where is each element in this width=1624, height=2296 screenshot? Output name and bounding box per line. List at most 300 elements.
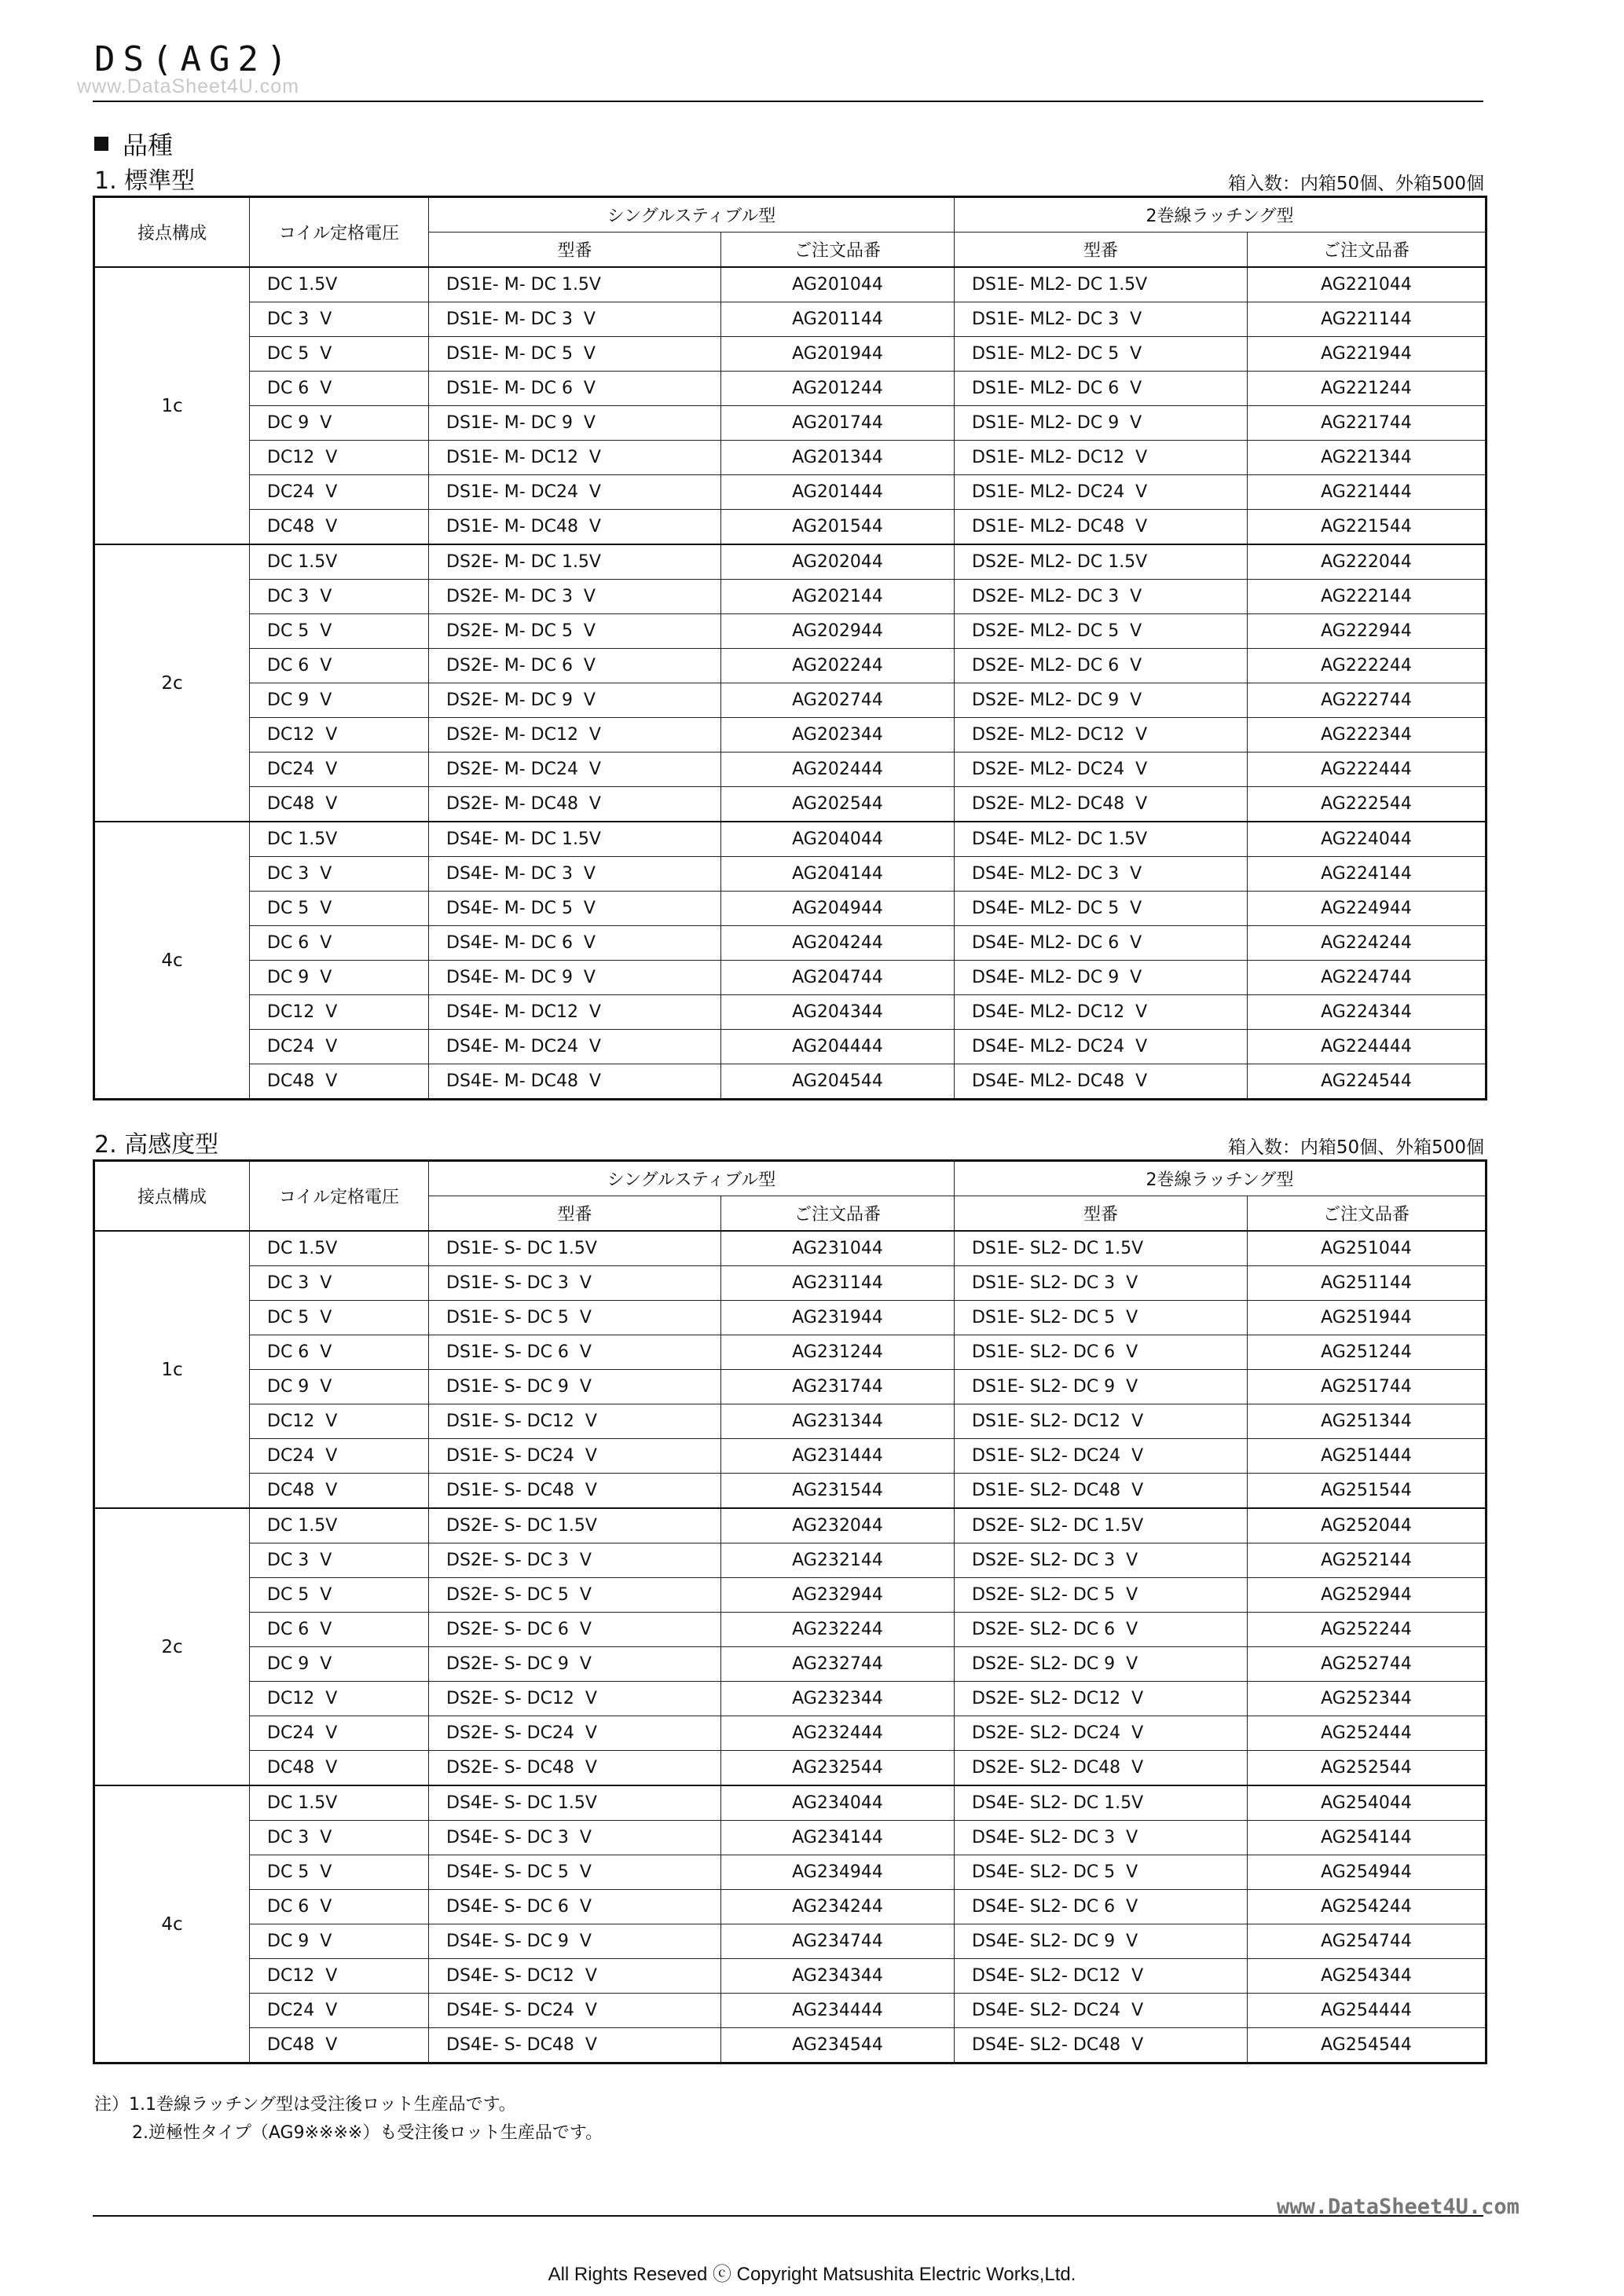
model-single-cell: DS1E- S- DC24 V xyxy=(429,1439,721,1474)
model-latching-cell: DS2E- ML2- DC 1.5V xyxy=(955,544,1248,580)
order-single-cell: AG234744 xyxy=(721,1924,955,1959)
order-single-cell: AG202444 xyxy=(721,753,955,787)
order-latching-cell: AG224144 xyxy=(1248,857,1487,892)
order-latching-cell: AG221544 xyxy=(1248,510,1487,545)
order-single-cell: AG231244 xyxy=(721,1335,955,1370)
header-order-single: ご注文品番 xyxy=(721,1196,955,1232)
table-row xyxy=(94,1821,1487,1855)
high-sensitivity-type-table xyxy=(93,1159,1487,2064)
table-row xyxy=(94,580,1487,614)
voltage-cell: DC 6 V xyxy=(250,372,429,406)
table-row xyxy=(94,1855,1487,1890)
model-single-cell: DS2E- S- DC 1.5V xyxy=(429,1508,721,1543)
model-latching-cell: DS1E- SL2- DC48 V xyxy=(955,1474,1248,1509)
order-latching-cell: AG221244 xyxy=(1248,372,1487,406)
voltage-cell: DC12 V xyxy=(250,441,429,475)
model-latching-cell: DS1E- SL2- DC12 V xyxy=(955,1404,1248,1439)
order-single-cell: AG204244 xyxy=(721,926,955,961)
order-latching-cell: AG222444 xyxy=(1248,753,1487,787)
order-single-cell: AG232944 xyxy=(721,1578,955,1613)
order-latching-cell: AG252344 xyxy=(1248,1682,1487,1716)
table-row xyxy=(94,2028,1487,2063)
table-row xyxy=(94,1751,1487,1786)
model-single-cell: DS4E- M- DC 5 V xyxy=(429,892,721,926)
order-latching-cell: AG254244 xyxy=(1248,1890,1487,1924)
model-latching-cell: DS4E- SL2- DC 5 V xyxy=(955,1855,1248,1890)
table1-quantity-note: 箱入数：内箱50個、外箱500個 xyxy=(1227,174,1484,194)
model-latching-cell: DS2E- SL2- DC24 V xyxy=(955,1716,1248,1751)
order-latching-cell: AG221344 xyxy=(1248,441,1487,475)
table-row xyxy=(94,892,1487,926)
order-single-cell: AG232344 xyxy=(721,1682,955,1716)
model-single-cell: DS1E- S- DC 6 V xyxy=(429,1335,721,1370)
voltage-cell: DC24 V xyxy=(250,753,429,787)
order-latching-cell: AG254944 xyxy=(1248,1855,1487,1890)
watermark-bottom[interactable]: www.DataSheet4U.com xyxy=(1277,2195,1520,2219)
header-contact: 接点構成 xyxy=(94,197,250,268)
voltage-cell: DC 1.5V xyxy=(250,1508,429,1543)
table1-subtitle: 1. 標準型 xyxy=(94,167,196,195)
table2-subtitle: 2. 高感度型 xyxy=(94,1131,219,1159)
contact-cell: 2c xyxy=(94,544,250,822)
voltage-cell: DC48 V xyxy=(250,510,429,545)
model-latching-cell: DS1E- SL2- DC 9 V xyxy=(955,1370,1248,1404)
table-row xyxy=(94,1959,1487,1994)
model-single-cell: DS2E- S- DC 3 V xyxy=(429,1543,721,1578)
model-latching-cell: DS4E- SL2- DC 1.5V xyxy=(955,1785,1248,1821)
order-latching-cell: AG251444 xyxy=(1248,1439,1487,1474)
order-single-cell: AG234444 xyxy=(721,1994,955,2028)
table-row xyxy=(94,1439,1487,1474)
watermark-top[interactable]: www.DataSheet4U.com xyxy=(77,75,300,97)
model-latching-cell: DS4E- SL2- DC12 V xyxy=(955,1959,1248,1994)
table-row xyxy=(94,302,1487,337)
order-latching-cell: AG252544 xyxy=(1248,1751,1487,1786)
order-single-cell: AG201244 xyxy=(721,372,955,406)
table-row xyxy=(94,544,1487,580)
order-single-cell: AG202044 xyxy=(721,544,955,580)
notes xyxy=(94,2091,603,2148)
order-single-cell: AG234544 xyxy=(721,2028,955,2063)
model-single-cell: DS2E- S- DC12 V xyxy=(429,1682,721,1716)
model-latching-cell: DS4E- ML2- DC 9 V xyxy=(955,961,1248,995)
order-latching-cell: AG221444 xyxy=(1248,475,1487,510)
voltage-cell: DC 5 V xyxy=(250,1578,429,1613)
order-latching-cell: AG252244 xyxy=(1248,1613,1487,1647)
table-row xyxy=(94,614,1487,649)
order-latching-cell: AG251244 xyxy=(1248,1335,1487,1370)
contact-cell: 2c xyxy=(94,1508,250,1785)
header-latching: 2巻線ラッチング型 xyxy=(955,197,1487,233)
order-latching-cell: AG222244 xyxy=(1248,649,1487,683)
model-latching-cell: DS1E- ML2- DC 3 V xyxy=(955,302,1248,337)
voltage-cell: DC48 V xyxy=(250,1064,429,1100)
table-row xyxy=(94,718,1487,753)
order-latching-cell: AG224544 xyxy=(1248,1064,1487,1100)
table-row xyxy=(94,995,1487,1030)
table-row xyxy=(94,787,1487,822)
model-latching-cell: DS1E- ML2- DC48 V xyxy=(955,510,1248,545)
model-single-cell: DS2E- S- DC 6 V xyxy=(429,1613,721,1647)
model-latching-cell: DS4E- SL2- DC 6 V xyxy=(955,1890,1248,1924)
table-row xyxy=(94,822,1487,857)
voltage-cell: DC 1.5V xyxy=(250,1231,429,1266)
model-single-cell: DS4E- M- DC 9 V xyxy=(429,961,721,995)
table-row xyxy=(94,1578,1487,1613)
order-single-cell: AG204444 xyxy=(721,1030,955,1064)
order-single-cell: AG204144 xyxy=(721,857,955,892)
order-single-cell: AG204344 xyxy=(721,995,955,1030)
order-latching-cell: AG224044 xyxy=(1248,822,1487,857)
order-latching-cell: AG252744 xyxy=(1248,1647,1487,1682)
model-single-cell: DS1E- M- DC 1.5V xyxy=(429,267,721,302)
top-divider xyxy=(93,101,1483,102)
voltage-cell: DC12 V xyxy=(250,1404,429,1439)
table-row xyxy=(94,1508,1487,1543)
model-latching-cell: DS1E- SL2- DC24 V xyxy=(955,1439,1248,1474)
table-row xyxy=(94,1785,1487,1821)
model-latching-cell: DS4E- ML2- DC 3 V xyxy=(955,857,1248,892)
order-single-cell: AG201544 xyxy=(721,510,955,545)
model-latching-cell: DS1E- SL2- DC 6 V xyxy=(955,1335,1248,1370)
model-latching-cell: DS1E- ML2- DC12 V xyxy=(955,441,1248,475)
order-latching-cell: AG251544 xyxy=(1248,1474,1487,1509)
voltage-cell: DC 3 V xyxy=(250,302,429,337)
model-latching-cell: DS2E- SL2- DC 1.5V xyxy=(955,1508,1248,1543)
header-model-latching: 型番 xyxy=(955,1196,1248,1232)
table-row xyxy=(94,1301,1487,1335)
model-latching-cell: DS1E- ML2- DC 9 V xyxy=(955,406,1248,441)
table2-quantity-note: 箱入数：内箱50個、外箱500個 xyxy=(1227,1137,1484,1158)
model-latching-cell: DS2E- SL2- DC 3 V xyxy=(955,1543,1248,1578)
table-row xyxy=(94,337,1487,372)
order-latching-cell: AG251344 xyxy=(1248,1404,1487,1439)
table-row xyxy=(94,1682,1487,1716)
voltage-cell: DC48 V xyxy=(250,2028,429,2063)
model-single-cell: DS2E- S- DC 5 V xyxy=(429,1578,721,1613)
order-latching-cell: AG251144 xyxy=(1248,1266,1487,1301)
voltage-cell: DC 9 V xyxy=(250,406,429,441)
order-latching-cell: AG222744 xyxy=(1248,683,1487,718)
model-latching-cell: DS4E- ML2- DC 5 V xyxy=(955,892,1248,926)
model-single-cell: DS1E- S- DC 1.5V xyxy=(429,1231,721,1266)
order-latching-cell: AG222544 xyxy=(1248,787,1487,822)
order-single-cell: AG231344 xyxy=(721,1404,955,1439)
model-single-cell: DS2E- S- DC48 V xyxy=(429,1751,721,1786)
contact-cell: 1c xyxy=(94,267,250,544)
table-row xyxy=(94,961,1487,995)
order-single-cell: AG231044 xyxy=(721,1231,955,1266)
voltage-cell: DC24 V xyxy=(250,1994,429,2028)
order-single-cell: AG234944 xyxy=(721,1855,955,1890)
order-single-cell: AG204544 xyxy=(721,1064,955,1100)
voltage-cell: DC 6 V xyxy=(250,1335,429,1370)
model-single-cell: DS4E- M- DC 3 V xyxy=(429,857,721,892)
order-latching-cell: AG251944 xyxy=(1248,1301,1487,1335)
voltage-cell: DC 3 V xyxy=(250,1821,429,1855)
order-latching-cell: AG224744 xyxy=(1248,961,1487,995)
table-row xyxy=(94,267,1487,302)
model-single-cell: DS1E- M- DC 6 V xyxy=(429,372,721,406)
model-latching-cell: DS4E- ML2- DC 1.5V xyxy=(955,822,1248,857)
order-single-cell: AG231144 xyxy=(721,1266,955,1301)
model-single-cell: DS1E- S- DC 3 V xyxy=(429,1266,721,1301)
order-latching-cell: AG254344 xyxy=(1248,1959,1487,1994)
order-single-cell: AG231444 xyxy=(721,1439,955,1474)
order-single-cell: AG201344 xyxy=(721,441,955,475)
model-single-cell: DS1E- M- DC48 V xyxy=(429,510,721,545)
square-bullet-icon xyxy=(94,137,108,151)
voltage-cell: DC12 V xyxy=(250,1682,429,1716)
voltage-cell: DC 9 V xyxy=(250,1924,429,1959)
order-single-cell: AG201044 xyxy=(721,267,955,302)
order-single-cell: AG231544 xyxy=(721,1474,955,1509)
bottom-divider xyxy=(93,2215,1483,2217)
model-single-cell: DS2E- M- DC48 V xyxy=(429,787,721,822)
footer-copyright: All Rights Reseved ⓒ Copyright Matsushita Electric Works,Ltd. xyxy=(548,2264,1076,2285)
order-single-cell: AG204044 xyxy=(721,822,955,857)
model-single-cell: DS4E- S- DC48 V xyxy=(429,2028,721,2063)
table-row xyxy=(94,406,1487,441)
order-single-cell: AG202744 xyxy=(721,683,955,718)
voltage-cell: DC 5 V xyxy=(250,892,429,926)
order-latching-cell: AG254444 xyxy=(1248,1994,1487,2028)
order-single-cell: AG231744 xyxy=(721,1370,955,1404)
page-title: DS(AG2) xyxy=(94,39,295,79)
model-latching-cell: DS2E- SL2- DC 6 V xyxy=(955,1613,1248,1647)
order-single-cell: AG204944 xyxy=(721,892,955,926)
table-row xyxy=(94,372,1487,406)
voltage-cell: DC 5 V xyxy=(250,1301,429,1335)
table-row xyxy=(94,1064,1487,1100)
model-latching-cell: DS2E- ML2- DC12 V xyxy=(955,718,1248,753)
voltage-cell: DC 3 V xyxy=(250,1266,429,1301)
header-order-latching: ご注文品番 xyxy=(1248,1196,1487,1232)
order-latching-cell: AG222344 xyxy=(1248,718,1487,753)
voltage-cell: DC 3 V xyxy=(250,1543,429,1578)
model-single-cell: DS4E- S- DC12 V xyxy=(429,1959,721,1994)
model-single-cell: DS2E- S- DC 9 V xyxy=(429,1647,721,1682)
voltage-cell: DC12 V xyxy=(250,995,429,1030)
model-latching-cell: DS1E- ML2- DC 1.5V xyxy=(955,267,1248,302)
table-row xyxy=(94,1404,1487,1439)
order-single-cell: AG201944 xyxy=(721,337,955,372)
order-single-cell: AG232044 xyxy=(721,1508,955,1543)
table-row xyxy=(94,1613,1487,1647)
voltage-cell: DC 1.5V xyxy=(250,822,429,857)
voltage-cell: DC48 V xyxy=(250,1751,429,1786)
order-single-cell: AG232244 xyxy=(721,1613,955,1647)
order-latching-cell: AG251044 xyxy=(1248,1231,1487,1266)
table-row xyxy=(94,1890,1487,1924)
order-latching-cell: AG222144 xyxy=(1248,580,1487,614)
table-row xyxy=(94,1924,1487,1959)
model-single-cell: DS1E- M- DC 5 V xyxy=(429,337,721,372)
model-single-cell: DS1E- M- DC 3 V xyxy=(429,302,721,337)
voltage-cell: DC24 V xyxy=(250,1716,429,1751)
header-order-single: ご注文品番 xyxy=(721,233,955,268)
model-latching-cell: DS4E- ML2- DC 6 V xyxy=(955,926,1248,961)
table-row xyxy=(94,649,1487,683)
order-latching-cell: AG222044 xyxy=(1248,544,1487,580)
model-latching-cell: DS4E- SL2- DC 3 V xyxy=(955,1821,1248,1855)
order-latching-cell: AG221744 xyxy=(1248,406,1487,441)
voltage-cell: DC12 V xyxy=(250,718,429,753)
header-contact: 接点構成 xyxy=(94,1161,250,1232)
model-latching-cell: DS1E- ML2- DC 6 V xyxy=(955,372,1248,406)
order-latching-cell: AG224444 xyxy=(1248,1030,1487,1064)
model-single-cell: DS1E- M- DC24 V xyxy=(429,475,721,510)
model-latching-cell: DS2E- ML2- DC 3 V xyxy=(955,580,1248,614)
model-latching-cell: DS4E- ML2- DC12 V xyxy=(955,995,1248,1030)
voltage-cell: DC 9 V xyxy=(250,1370,429,1404)
model-latching-cell: DS1E- ML2- DC24 V xyxy=(955,475,1248,510)
table-row xyxy=(94,475,1487,510)
model-latching-cell: DS4E- SL2- DC48 V xyxy=(955,2028,1248,2063)
model-single-cell: DS4E- S- DC 5 V xyxy=(429,1855,721,1890)
model-latching-cell: DS4E- ML2- DC24 V xyxy=(955,1030,1248,1064)
order-latching-cell: AG254144 xyxy=(1248,1821,1487,1855)
voltage-cell: DC 5 V xyxy=(250,337,429,372)
table-row xyxy=(94,1231,1487,1266)
voltage-cell: DC48 V xyxy=(250,787,429,822)
voltage-cell: DC 6 V xyxy=(250,1613,429,1647)
model-single-cell: DS1E- S- DC48 V xyxy=(429,1474,721,1509)
voltage-cell: DC 1.5V xyxy=(250,544,429,580)
model-single-cell: DS4E- M- DC48 V xyxy=(429,1064,721,1100)
model-latching-cell: DS2E- ML2- DC 6 V xyxy=(955,649,1248,683)
order-latching-cell: AG221944 xyxy=(1248,337,1487,372)
voltage-cell: DC 3 V xyxy=(250,580,429,614)
order-latching-cell: AG222944 xyxy=(1248,614,1487,649)
table-row xyxy=(94,683,1487,718)
table-row xyxy=(94,857,1487,892)
voltage-cell: DC24 V xyxy=(250,1439,429,1474)
model-latching-cell: DS4E- SL2- DC24 V xyxy=(955,1994,1248,2028)
header-model-latching: 型番 xyxy=(955,233,1248,268)
model-single-cell: DS4E- M- DC 6 V xyxy=(429,926,721,961)
order-latching-cell: AG224344 xyxy=(1248,995,1487,1030)
header-model-single: 型番 xyxy=(429,1196,721,1232)
voltage-cell: DC 6 V xyxy=(250,649,429,683)
order-single-cell: AG231944 xyxy=(721,1301,955,1335)
order-latching-cell: AG224944 xyxy=(1248,892,1487,926)
table-row xyxy=(94,1474,1487,1509)
voltage-cell: DC 3 V xyxy=(250,857,429,892)
order-single-cell: AG201444 xyxy=(721,475,955,510)
order-single-cell: AG202944 xyxy=(721,614,955,649)
section-heading-label: 品種 xyxy=(123,130,174,160)
model-latching-cell: DS1E- SL2- DC 3 V xyxy=(955,1266,1248,1301)
order-latching-cell: AG221144 xyxy=(1248,302,1487,337)
table-row xyxy=(94,1716,1487,1751)
header-latching: 2巻線ラッチング型 xyxy=(955,1161,1487,1196)
model-single-cell: DS2E- S- DC24 V xyxy=(429,1716,721,1751)
model-single-cell: DS1E- S- DC12 V xyxy=(429,1404,721,1439)
model-single-cell: DS2E- M- DC 9 V xyxy=(429,683,721,718)
order-single-cell: AG204744 xyxy=(721,961,955,995)
standard-type-table xyxy=(93,196,1487,1100)
voltage-cell: DC12 V xyxy=(250,1959,429,1994)
note-line-1: 注）1.1巻線ラッチング型は受注後ロット生産品です。 xyxy=(94,2095,516,2115)
order-single-cell: AG234244 xyxy=(721,1890,955,1924)
order-single-cell: AG234044 xyxy=(721,1785,955,1821)
order-single-cell: AG201144 xyxy=(721,302,955,337)
header-coil-voltage: コイル定格電圧 xyxy=(250,197,429,268)
table-row xyxy=(94,1266,1487,1301)
model-single-cell: DS4E- M- DC12 V xyxy=(429,995,721,1030)
order-single-cell: AG234144 xyxy=(721,1821,955,1855)
model-single-cell: DS4E- M- DC24 V xyxy=(429,1030,721,1064)
model-latching-cell: DS2E- SL2- DC 9 V xyxy=(955,1647,1248,1682)
model-single-cell: DS1E- S- DC 5 V xyxy=(429,1301,721,1335)
voltage-cell: DC 1.5V xyxy=(250,267,429,302)
model-latching-cell: DS2E- ML2- DC 9 V xyxy=(955,683,1248,718)
order-latching-cell: AG252044 xyxy=(1248,1508,1487,1543)
header-single-stable: シングルスティブル型 xyxy=(429,1161,955,1196)
voltage-cell: DC 5 V xyxy=(250,1855,429,1890)
model-latching-cell: DS1E- ML2- DC 5 V xyxy=(955,337,1248,372)
voltage-cell: DC24 V xyxy=(250,475,429,510)
order-latching-cell: AG252144 xyxy=(1248,1543,1487,1578)
model-single-cell: DS2E- M- DC 5 V xyxy=(429,614,721,649)
voltage-cell: DC 6 V xyxy=(250,926,429,961)
table-row xyxy=(94,753,1487,787)
table-row xyxy=(94,1543,1487,1578)
order-single-cell: AG202144 xyxy=(721,580,955,614)
order-single-cell: AG202244 xyxy=(721,649,955,683)
table-row xyxy=(94,1370,1487,1404)
model-single-cell: DS2E- M- DC 3 V xyxy=(429,580,721,614)
order-latching-cell: AG224244 xyxy=(1248,926,1487,961)
model-latching-cell: DS4E- ML2- DC48 V xyxy=(955,1064,1248,1100)
model-latching-cell: DS2E- ML2- DC24 V xyxy=(955,753,1248,787)
section-heading xyxy=(94,126,173,162)
order-latching-cell: AG254744 xyxy=(1248,1924,1487,1959)
table-row xyxy=(94,1647,1487,1682)
order-latching-cell: AG252444 xyxy=(1248,1716,1487,1751)
header-model-single: 型番 xyxy=(429,233,721,268)
voltage-cell: DC 6 V xyxy=(250,1890,429,1924)
note-line-2: 2.逆極性タイプ（AG9※※※※）も受注後ロット生産品です。 xyxy=(132,2123,603,2143)
table-row xyxy=(94,510,1487,545)
model-latching-cell: DS2E- SL2- DC12 V xyxy=(955,1682,1248,1716)
model-latching-cell: DS2E- ML2- DC48 V xyxy=(955,787,1248,822)
order-single-cell: AG232444 xyxy=(721,1716,955,1751)
model-latching-cell: DS1E- SL2- DC 5 V xyxy=(955,1301,1248,1335)
table-row xyxy=(94,441,1487,475)
voltage-cell: DC 1.5V xyxy=(250,1785,429,1821)
model-latching-cell: DS2E- SL2- DC48 V xyxy=(955,1751,1248,1786)
contact-cell: 4c xyxy=(94,822,250,1100)
order-latching-cell: AG252944 xyxy=(1248,1578,1487,1613)
model-latching-cell: DS1E- SL2- DC 1.5V xyxy=(955,1231,1248,1266)
model-single-cell: DS1E- S- DC 9 V xyxy=(429,1370,721,1404)
voltage-cell: DC 5 V xyxy=(250,614,429,649)
model-latching-cell: DS2E- SL2- DC 5 V xyxy=(955,1578,1248,1613)
model-single-cell: DS4E- S- DC 6 V xyxy=(429,1890,721,1924)
voltage-cell: DC 9 V xyxy=(250,1647,429,1682)
header-single-stable: シングルスティブル型 xyxy=(429,197,955,233)
model-single-cell: DS4E- S- DC 1.5V xyxy=(429,1785,721,1821)
model-single-cell: DS4E- S- DC24 V xyxy=(429,1994,721,2028)
voltage-cell: DC 9 V xyxy=(250,683,429,718)
order-single-cell: AG201744 xyxy=(721,406,955,441)
model-single-cell: DS2E- M- DC24 V xyxy=(429,753,721,787)
model-single-cell: DS4E- S- DC 3 V xyxy=(429,1821,721,1855)
table-row xyxy=(94,1994,1487,2028)
order-single-cell: AG232744 xyxy=(721,1647,955,1682)
